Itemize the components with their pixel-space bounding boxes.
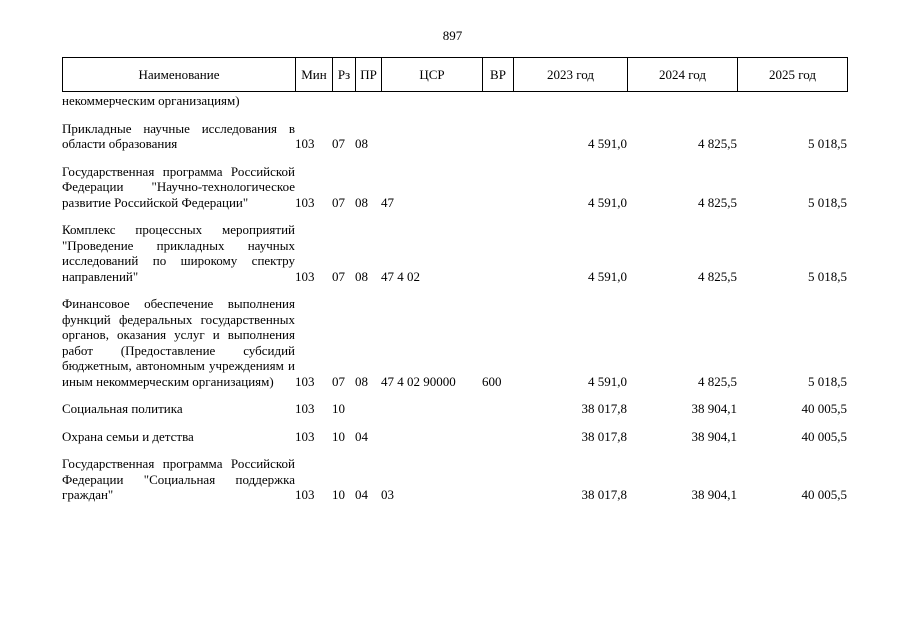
row-2023: 38 017,8 [581, 401, 627, 416]
row-vr [482, 429, 513, 445]
row-rz: 10 [332, 401, 345, 416]
row-name: Комплекс процессных мероприятий "Проведение прикладных научных исследований по широкому спектру направлений" [62, 222, 295, 284]
row-2023: 4 591,0 [588, 373, 627, 389]
row-pr: 08 [355, 268, 368, 284]
table-row [62, 429, 847, 445]
row-csr: 03 [381, 487, 394, 502]
row-2023: 38 017,8 [581, 428, 627, 444]
row-pr: 04 [355, 428, 368, 444]
row-2023 [513, 93, 627, 109]
row-2023: 4 591,0 [588, 194, 627, 210]
row-2024: 38 904,1 [691, 428, 737, 444]
row-csr [381, 121, 482, 152]
table-row [62, 456, 847, 503]
row-min: 103 [295, 268, 315, 284]
page-number: 897 [442, 28, 463, 43]
row-name: некоммерческим организациям) [62, 93, 240, 108]
row-vr [482, 164, 513, 211]
row-name: Социальная политика [62, 401, 183, 416]
row-rz: 10 [332, 428, 345, 444]
row-pr: 08 [355, 373, 368, 389]
row-2025 [737, 93, 847, 109]
row-rz: 07 [332, 268, 345, 284]
header-vr: ВР [483, 58, 514, 92]
budget-table [62, 93, 847, 503]
table-row [62, 164, 847, 211]
row-2023: 38 017,8 [581, 487, 627, 502]
row-2024: 38 904,1 [691, 487, 737, 502]
row-rz: 07 [332, 136, 345, 151]
row-csr: 47 4 02 90000 [381, 373, 456, 389]
row-min: 103 [295, 136, 315, 151]
table-header [62, 57, 848, 92]
table-row [62, 121, 847, 152]
table-row [62, 401, 847, 417]
row-min: 103 [295, 428, 315, 444]
row-pr [355, 401, 381, 417]
row-vr [482, 93, 513, 109]
row-rz [332, 93, 355, 109]
row-2024: 4 825,5 [698, 373, 737, 389]
row-2025: 5 018,5 [808, 268, 847, 284]
row-2024: 4 825,5 [698, 268, 737, 284]
table-row [62, 296, 847, 389]
row-min: 103 [295, 401, 315, 416]
row-2024: 38 904,1 [691, 401, 737, 416]
header-csr: ЦСР [382, 58, 483, 92]
row-csr [381, 401, 482, 417]
row-vr [482, 222, 513, 284]
row-2024 [627, 93, 737, 109]
row-2025: 40 005,5 [801, 428, 847, 444]
header-min: Мин [296, 58, 333, 92]
header-2024: 2024 год [628, 58, 738, 92]
row-2025: 40 005,5 [801, 401, 847, 416]
row-min [295, 93, 332, 109]
row-csr [381, 93, 482, 109]
header-2023: 2023 год [514, 58, 628, 92]
row-min: 103 [295, 194, 315, 210]
table-row [62, 93, 847, 109]
row-pr: 08 [355, 194, 368, 210]
row-min: 103 [295, 373, 315, 389]
row-name: Государственная программа Российской Федерации "Социальная поддержка граждан" [62, 456, 295, 502]
row-csr: 47 [381, 194, 394, 210]
row-2025: 5 018,5 [808, 194, 847, 210]
row-2025: 5 018,5 [808, 136, 847, 151]
row-pr [355, 93, 381, 109]
row-2025: 40 005,5 [801, 487, 847, 502]
row-csr [381, 429, 482, 445]
row-min: 103 [295, 487, 315, 502]
row-name: Государственная программа Российской Федерации "Научно-технологическое развитие Российской Федерации" [62, 163, 295, 210]
header-rz: Рз [333, 58, 356, 92]
row-2024: 4 825,5 [698, 194, 737, 210]
row-rz: 07 [332, 373, 345, 389]
row-vr [482, 401, 513, 417]
row-2023: 4 591,0 [588, 268, 627, 284]
row-name: Охрана семьи и детства [62, 428, 194, 444]
row-vr: 600 [482, 373, 502, 389]
row-rz: 07 [332, 194, 345, 210]
header-2025: 2025 год [738, 58, 848, 92]
row-2024: 4 825,5 [698, 136, 737, 151]
row-name: Прикладные научные исследования в области образования [62, 120, 295, 151]
row-rz: 10 [332, 487, 345, 502]
header-name: Наименование [63, 58, 296, 92]
row-2023: 4 591,0 [588, 136, 627, 151]
row-pr: 04 [355, 487, 368, 502]
row-vr [482, 456, 513, 503]
row-2025: 5 018,5 [808, 373, 847, 389]
header-pr: ПР [356, 58, 382, 92]
row-pr: 08 [355, 136, 368, 151]
row-name: Финансовое обеспечение выполнения функций федеральных государственных органов, оказания услуг и выполнения работ (Предоставление субсидий бюджетным, автономным учреждениям и иным некоммерческим организациям) [62, 296, 295, 389]
table-row [62, 222, 847, 284]
row-csr: 47 4 02 [381, 268, 420, 284]
row-vr [482, 121, 513, 152]
